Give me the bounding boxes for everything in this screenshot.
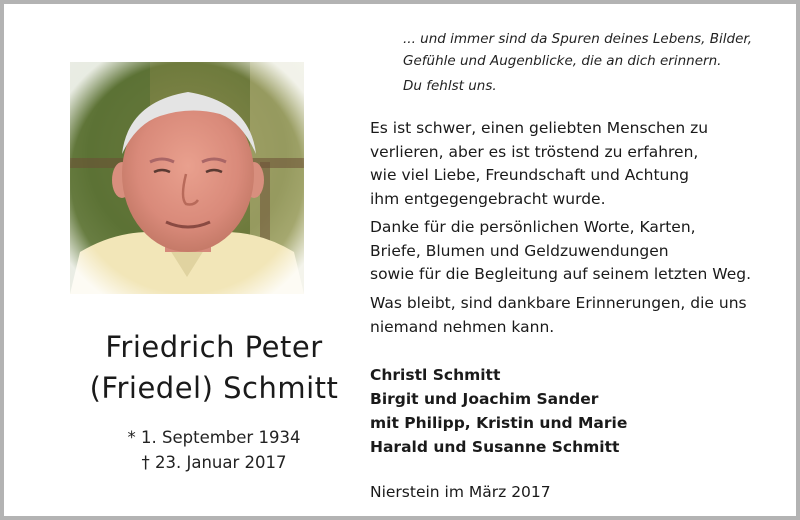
paragraph-line: Was bleibt, sind dankbare Erinnerungen, die uns (370, 294, 747, 312)
paragraph-line: sowie für die Begleitung auf seinem letzten Weg. (370, 265, 751, 283)
signer-name: Harald und Susanne Schmitt (370, 438, 620, 456)
birth-date: * 1. September 1934 (127, 428, 301, 447)
quote-line-2: Gefühle und Augenblicke, die an dich erinnern. (403, 53, 722, 69)
thanks-paragraph-1 (370, 117, 708, 211)
signer-name: Birgit und Joachim Sander (370, 390, 599, 408)
paragraph-line: verlieren, aber es ist tröstend zu erfahren, (370, 142, 699, 161)
signer-name: Christl Schmitt (370, 366, 501, 384)
death-date: † 23. Januar 2017 (141, 453, 287, 472)
paragraph-line: niemand nehmen kann. (370, 317, 555, 336)
thanks-paragraph-3 (370, 292, 747, 339)
deceased-name-line2: (Friedel) Schmitt (89, 371, 339, 405)
paragraph-line: Es ist schwer, einen geliebten Menschen zu (370, 119, 709, 137)
quote-line-1: ... und immer sind da Spuren deines Lebens, Bilder, (403, 31, 752, 47)
signer-name: mit Philipp, Kristin und Marie (370, 414, 628, 432)
place-and-date: Nierstein im März 2017 (370, 483, 551, 501)
paragraph-line: wie viel Liebe, Freundschaft und Achtung (370, 166, 690, 184)
paragraph-line: Danke für die persönlichen Worte, Karten, (370, 218, 696, 236)
quote-line-3: Du fehlst uns. (403, 78, 497, 94)
paragraph-line: Briefe, Blumen und Geldzuwendungen (370, 241, 669, 260)
thanks-paragraph-2 (370, 216, 751, 287)
signers-list (370, 363, 627, 459)
portrait-photo (70, 62, 304, 294)
deceased-name-line1: Friedrich Peter (105, 330, 323, 364)
paragraph-line: ihm entgegengebracht wurde. (370, 189, 606, 208)
